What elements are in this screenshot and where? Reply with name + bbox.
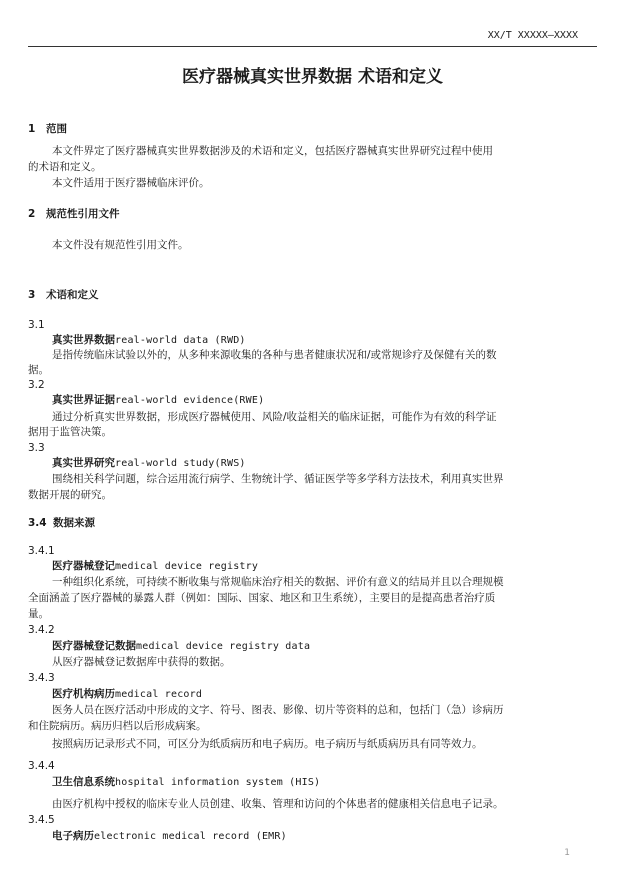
- section-1-paragraph-1-cont: 的术语和定义。: [28, 161, 102, 173]
- term-english: real-world data (RWD): [115, 335, 246, 346]
- term-3-3-number: 3.3: [28, 442, 45, 454]
- section-number: 3: [28, 289, 36, 301]
- section-2-heading: [28, 207, 590, 221]
- term-3-4-1-number: 3.4.1: [28, 545, 55, 557]
- section-title: 规范性引用文件: [46, 208, 120, 220]
- term-3-4-2-definition: 从医疗器械登记数据库中获得的数据。: [52, 656, 231, 668]
- section-1-heading: [28, 122, 590, 136]
- term-3-4-5-number: 3.4.5: [28, 814, 55, 826]
- term-english: real-world evidence(RWE): [115, 395, 265, 406]
- term-3-3-definition: 围绕相关科学问题，综合运用流行病学、生物统计学、循证医学等多学科方法技术，利用真实世界: [52, 473, 504, 485]
- term-chinese: 真实世界研究: [52, 457, 115, 469]
- page-number: 1: [564, 848, 570, 858]
- term-3-4-1-definition: 一种组织化系统，可持续不断收集与常规临床治疗相关的数据、评价有意义的结局并且以合理规模: [52, 576, 504, 588]
- term-3-4-3-definition: 医务人员在医疗活动中形成的文字、符号、图表、影像、切片等资料的总和，包括门（急）诊病历: [52, 704, 504, 716]
- term-chinese: 医疗器械登记: [52, 560, 115, 572]
- standard-code: XX/T XXXXX—XXXX: [487, 30, 578, 41]
- term-3-4-2-heading: [28, 639, 614, 654]
- section-number: 2: [28, 208, 36, 220]
- section-3-heading: [28, 288, 590, 302]
- term-3-4-2-number: 3.4.2: [28, 624, 55, 636]
- term-3-3-definition-cont: 数据开展的研究。: [28, 489, 112, 501]
- section-1-paragraph-2: 本文件适用于医疗器械临床评价。: [52, 177, 210, 189]
- term-3-4-4-number: 3.4.4: [28, 760, 55, 772]
- term-3-4-4-heading: [28, 775, 614, 790]
- term-3-4-3-definition-cont: 和住院病历。病历归档以后形成病案。: [28, 720, 207, 732]
- section-number: 3.4: [28, 517, 47, 529]
- section-title: 数据来源: [53, 517, 95, 529]
- term-chinese: 电子病历: [52, 830, 94, 842]
- term-3-4-1-heading: [28, 559, 614, 574]
- term-3-2-definition: 通过分析真实世界数据，形成医疗器械使用、风险/收益相关的临床证据，可能作为有效的科学证: [52, 411, 497, 423]
- term-chinese: 真实世界数据: [52, 334, 115, 346]
- section-1-paragraph-1: 本文件界定了医疗器械真实世界数据涉及的术语和定义，包括医疗器械真实世界研究过程中使用: [52, 145, 493, 157]
- term-english: hospital information system (HIS): [115, 777, 321, 788]
- header-rule: [28, 46, 597, 47]
- term-chinese: 卫生信息系统: [52, 776, 115, 788]
- page-title: 医疗器械真实世界数据 术语和定义: [182, 67, 443, 87]
- term-3-4-5-heading: [28, 829, 614, 844]
- term-english: medical device registry data: [136, 641, 311, 652]
- term-3-4-1-definition-cont: 全面涵盖了医疗器械的暴露人群（例如：国际、国家、地区和卫生系统），主要目的是提高患者治疗质: [28, 592, 496, 604]
- term-3-2-number: 3.2: [28, 379, 45, 391]
- term-3-4-3-definition-2: 按照病历记录形式不同，可区分为纸质病历和电子病历。电子病历与纸质病历具有同等效力。: [52, 738, 483, 750]
- term-3-1-number: 3.1: [28, 319, 45, 331]
- section-title: 范围: [46, 123, 67, 135]
- term-3-3-heading: [28, 456, 614, 471]
- term-english: medical record: [115, 689, 203, 700]
- term-3-4-4-definition: 由医疗机构中授权的临床专业人员创建、收集、管理和访问的个体患者的健康相关信息电子记录。: [52, 798, 504, 810]
- term-chinese: 真实世界证据: [52, 394, 115, 406]
- term-3-1-heading: [28, 333, 614, 348]
- section-2-paragraph-1: 本文件没有规范性引用文件。: [52, 239, 189, 251]
- term-chinese: 医疗机构病历: [52, 688, 115, 700]
- term-english: real-world study(RWS): [115, 458, 246, 469]
- term-3-2-heading: [28, 393, 614, 408]
- term-english: electronic medical record (EMR): [94, 831, 287, 842]
- term-3-1-definition: 是指传统临床试验以外的，从多种来源收集的各种与患者健康状况和/或常规诊疗及保健有关的数: [52, 349, 497, 361]
- term-chinese: 医疗器械登记数据: [52, 640, 136, 652]
- term-3-4-3-number: 3.4.3: [28, 672, 55, 684]
- term-3-1-definition-cont: 据。: [28, 364, 49, 376]
- subsection-3-4-heading: [28, 516, 590, 530]
- term-3-4-3-heading: [28, 687, 614, 702]
- term-english: medical device registry: [115, 561, 259, 572]
- section-number: 1: [28, 123, 36, 135]
- term-3-2-definition-cont: 据用于监管决策。: [28, 426, 112, 438]
- term-3-4-1-definition-cont-2: 量。: [28, 608, 49, 620]
- section-title: 术语和定义: [46, 289, 99, 301]
